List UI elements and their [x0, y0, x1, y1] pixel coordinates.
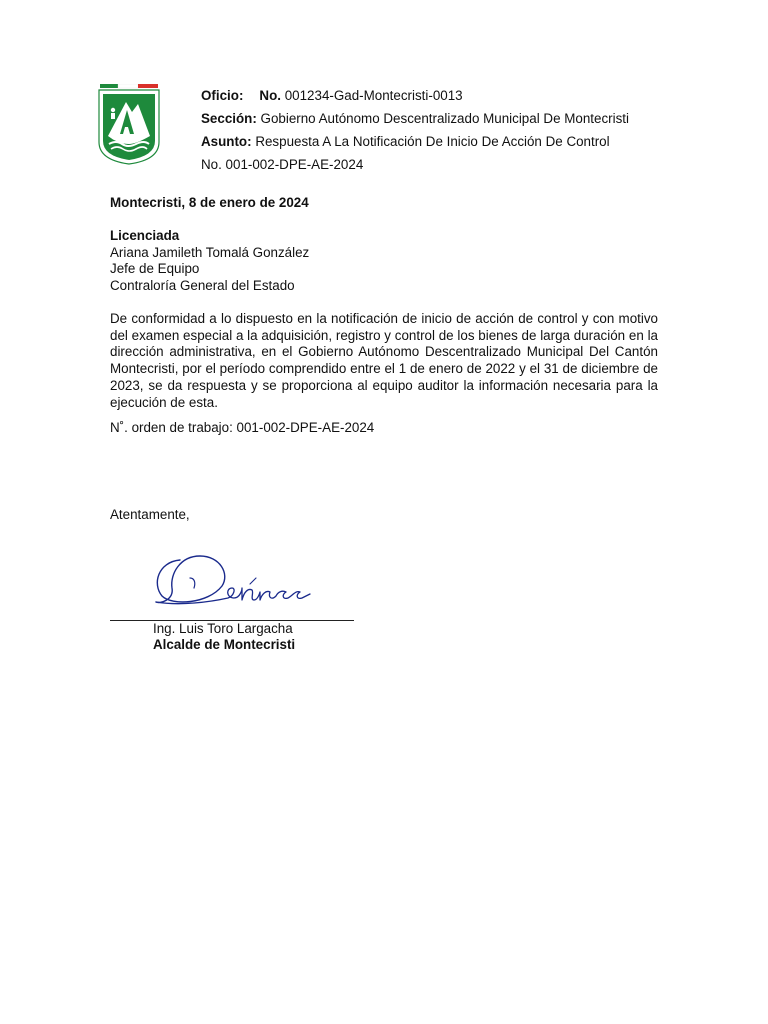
signer-name: Ing. Luis Toro Largacha	[153, 621, 293, 636]
asunto-row	[201, 130, 671, 153]
addressee-title: Licenciada	[110, 228, 180, 243]
seccion-value: Gobierno Autónomo Descentralizado Municipal De Montecristi	[260, 111, 629, 126]
oficio-row	[201, 84, 671, 107]
signer-role: Alcalde de Montecristi	[153, 637, 296, 652]
signer-block	[153, 621, 295, 653]
addressee-institution: Contraloría General del Estado	[110, 278, 295, 294]
addressee-position: Jefe de Equipo	[110, 261, 200, 277]
municipal-shield-icon	[96, 84, 162, 166]
work-order: N˚. orden de trabajo: 001-002-DPE-AE-2024	[110, 420, 375, 435]
header-block	[201, 84, 671, 176]
closing-line: Atentamente,	[110, 507, 190, 522]
addressee-block	[110, 228, 309, 295]
asunto-label: Asunto:	[201, 134, 252, 149]
oficio-number: 001234-Gad-Montecristi-0013	[284, 88, 463, 103]
asunto-number: No. 001-002-DPE-AE-2024	[201, 157, 364, 172]
no-label: No.	[259, 88, 281, 103]
addressee-name: Ariana Jamileth Tomalá González	[110, 244, 310, 260]
seccion-label: Sección:	[201, 111, 257, 126]
seccion-row	[201, 107, 671, 130]
body-paragraph: De conformidad a lo dispuesto en la notificación de inicio de acción de control y con motivo del examen especial a la adquisición, registro y control de los bienes de larga duración en la dirección administrativa, en el Gobierno Autónomo Descentralizado Municipal Del Cantón Montecristi, por el período comprendido entre el 1 de enero de 2022 y el 31 de diciembre de 2023, se da respuesta y se proporciona al equipo auditor la información necesaria para la ejecución de esta.	[110, 311, 658, 410]
oficio-label: Oficio:	[201, 88, 244, 103]
date-line: Montecristi, 8 de enero de 2024	[110, 195, 309, 210]
asunto-value: Respuesta A La Notificación De Inicio De Acción De Control	[255, 134, 610, 149]
handwritten-signature	[150, 548, 318, 612]
